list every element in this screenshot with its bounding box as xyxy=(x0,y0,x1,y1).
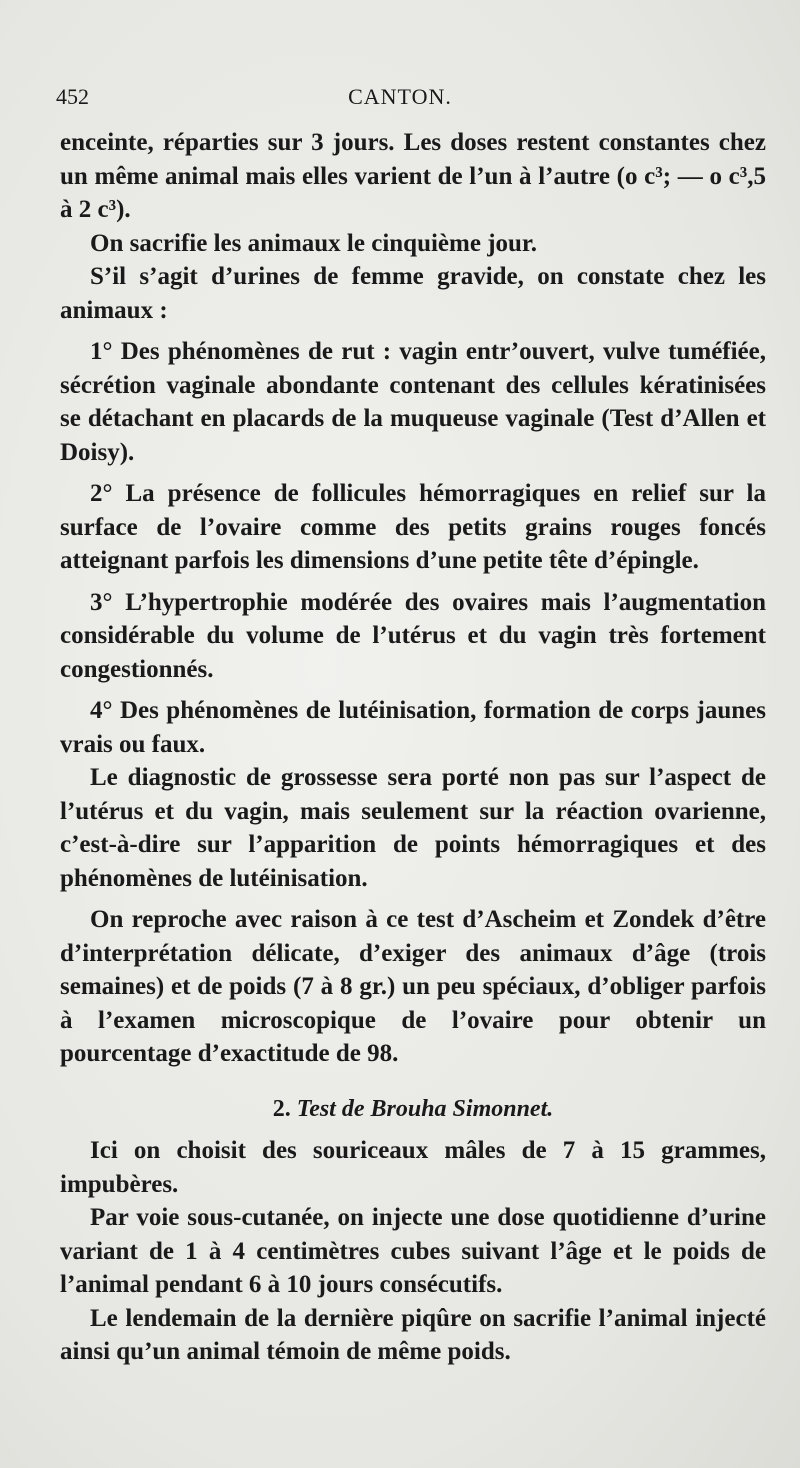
paragraph: On reproche avec raison à ce test d’Ascheim et Zondek d’être d’interprétation délicate, d’exiger des animaux d’âge (trois semaines) et de poids (7 à 8 gr.) un peu spéciaux, d’obliger parfois à l’examen microscopique de l’ovaire pour obtenir un pourcentage d’exactitude de 98. xyxy=(60,906,766,1067)
paragraph: On sacrifie les animaux le cinquième jour. xyxy=(90,229,537,257)
paragraph: Ici on choisit des souriceaux mâles de 7 à 15 grammes, impubères. xyxy=(60,1137,766,1198)
list-item: 3° L’hypertrophie modérée des ovaires mais l’augmentation considérable du volume de l’utérus et du vagin très fortement congestionnés. xyxy=(60,588,766,683)
list-item: 1° Des phénomènes de rut : vagin entr’ouvert, vulve tuméfiée, sécrétion vaginale abondante contenant des cellules kératinisées se détachant en placards de la muqueuse vaginale (Test d’Allen et Doisy). xyxy=(60,338,766,466)
section-number: 2. xyxy=(272,1095,291,1122)
list-item: 2° La présence de follicules hémorragiques en relief sur la surface de l’ovaire comme des petits grains rouges foncés atteignant parfois les dimensions d’une petite tête d’épingle. xyxy=(60,480,766,574)
section-heading xyxy=(60,1093,766,1127)
paragraph-continuation: enceinte, réparties sur 3 jours. Les doses restent constantes chez un même animal mais elles varient de l’un à l’autre (o c³; — o c³,5 à 2 c³). xyxy=(60,129,766,223)
paragraph: S’il s’agit d’urines de femme gravide, on constate chez les animaux : xyxy=(60,263,766,324)
section-title: Test de Brouha Simonnet. xyxy=(296,1095,554,1122)
paragraph: Le diagnostic de grossesse sera porté non pas sur l’aspect de l’utérus et du vagin, mais seulement sur la réaction ovarienne, c’est-à-dire sur l’apparition de points hémorragiques et des phénomènes de lutéinisation. xyxy=(60,764,766,892)
paragraph: Le lendemain de la dernière piqûre on sacrifie l’animal injecté ainsi qu’un animal témoin de même poids. xyxy=(60,1304,766,1365)
running-head: CANTON. xyxy=(348,84,452,109)
page-number: 452 xyxy=(56,84,89,109)
paragraph: Par voie sous-cutanée, on injecte une dose quotidienne d’urine variant de 1 à 4 centimètres cubes suivant l’âge et le poids de l’animal pendant 6 à 10 jours consécutifs. xyxy=(60,1204,766,1298)
page-body xyxy=(60,126,766,1369)
list-item: 4° Des phénomènes de lutéinisation, formation de corps jaunes vrais ou faux. xyxy=(60,697,766,758)
page-header xyxy=(56,84,744,118)
